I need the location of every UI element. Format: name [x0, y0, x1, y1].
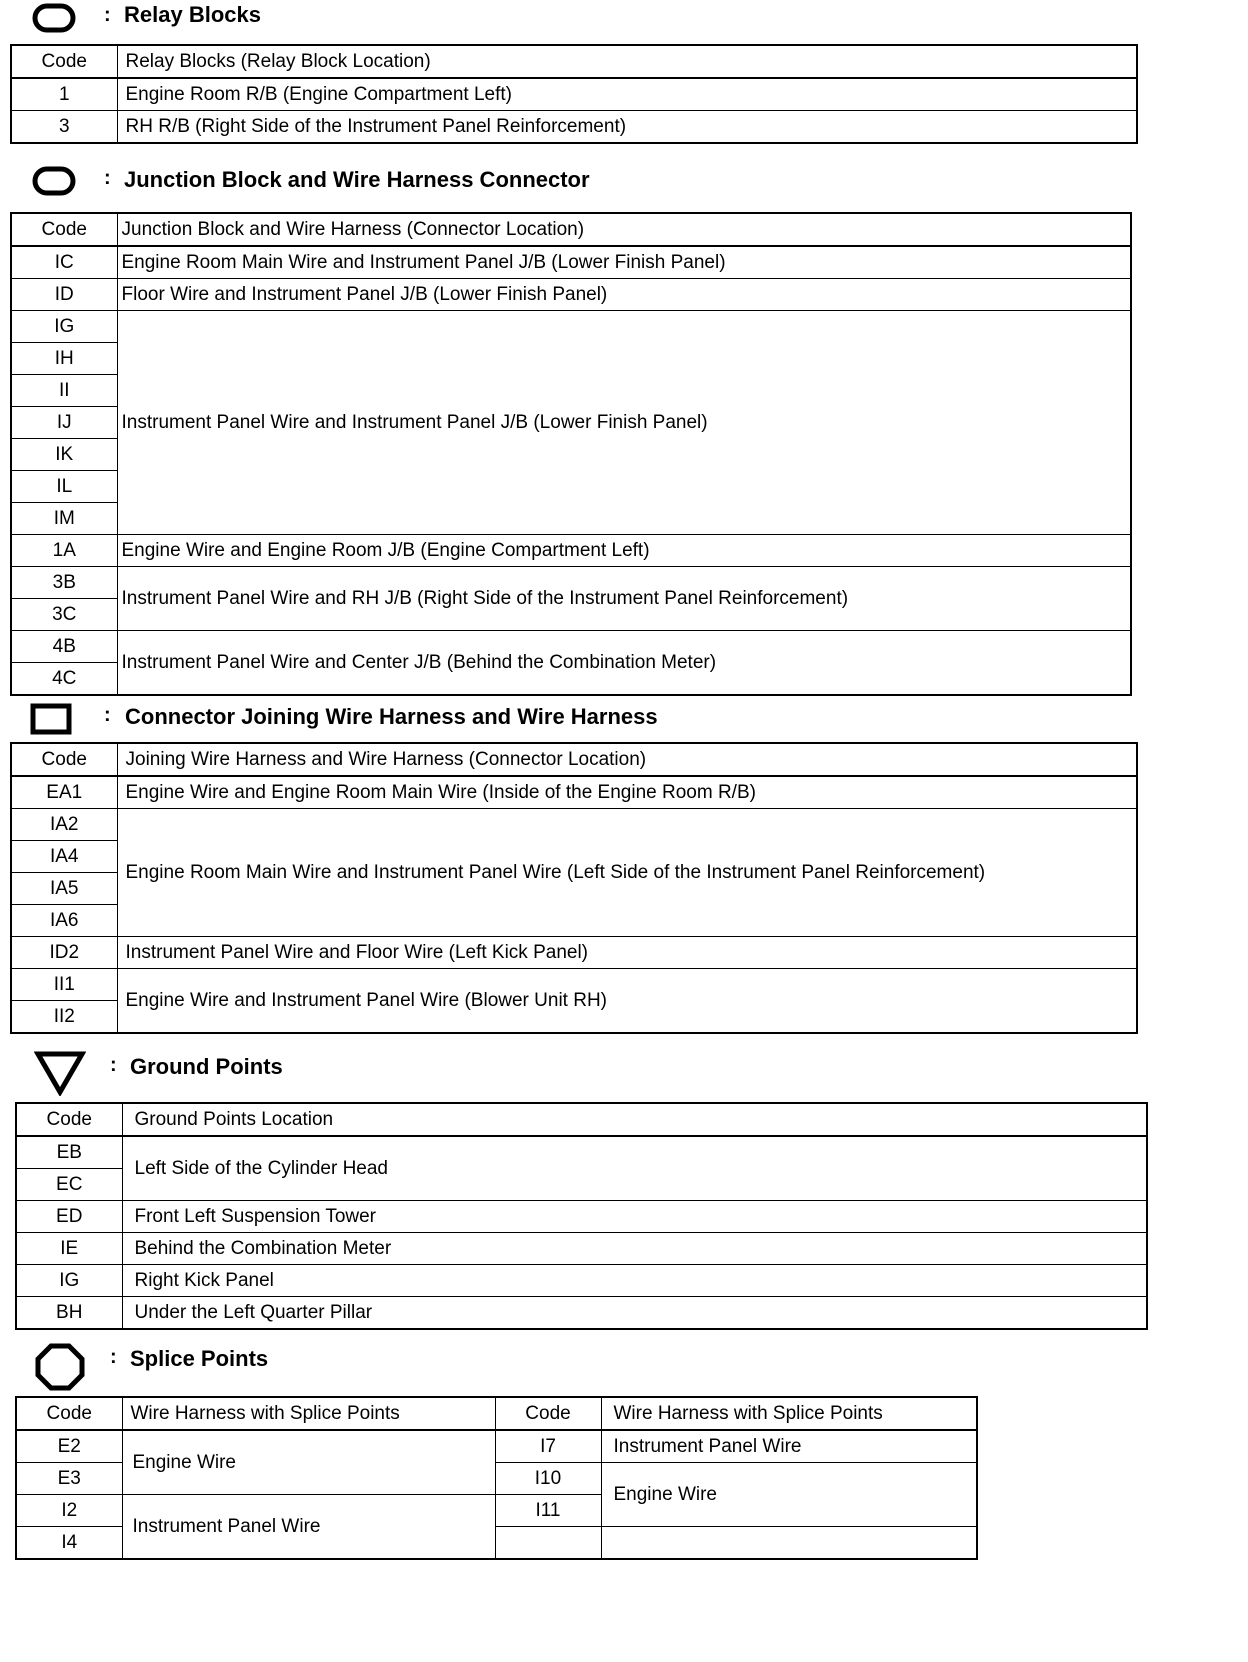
- table-row: [11, 809, 1137, 841]
- table-header-row: [11, 743, 1137, 776]
- location-header: Joining Wire Harness and Wire Harness (Connector Location): [117, 743, 1137, 776]
- code-cell: 4B: [11, 631, 117, 663]
- location-cell: Left Side of the Cylinder Head: [122, 1136, 1147, 1201]
- table-row: [11, 969, 1137, 1001]
- location-cell: Engine Room Main Wire and Instrument Panel Wire (Left Side of the Instrument Panel Reinforcement): [117, 809, 1137, 937]
- code-cell: I2: [16, 1495, 122, 1527]
- junction-block-symbol-icon: [32, 166, 76, 196]
- code-header: Code: [16, 1103, 122, 1136]
- code-cell: IE: [16, 1233, 122, 1265]
- joining-table: [10, 742, 1138, 1034]
- table-header-row: [16, 1103, 1147, 1136]
- junction-header: [0, 163, 900, 197]
- location-cell: RH R/B (Right Side of the Instrument Panel Reinforcement): [117, 111, 1137, 144]
- location-cell: Right Kick Panel: [122, 1265, 1147, 1297]
- table-row: [11, 567, 1131, 599]
- code-cell: ID2: [11, 937, 117, 969]
- location-cell: Engine Wire and Engine Room J/B (Engine Compartment Left): [117, 535, 1131, 567]
- code-header: Code: [495, 1397, 601, 1430]
- location-cell: Instrument Panel Wire and Floor Wire (Left Kick Panel): [117, 937, 1137, 969]
- junction-table: [10, 212, 1132, 696]
- location-cell: Under the Left Quarter Pillar: [122, 1297, 1147, 1330]
- code-cell: BH: [16, 1297, 122, 1330]
- location-cell: Instrument Panel Wire and Center J/B (Behind the Combination Meter): [117, 631, 1131, 696]
- table-row: [16, 1201, 1147, 1233]
- code-cell: I4: [16, 1527, 122, 1560]
- code-cell: 4C: [11, 663, 117, 696]
- code-cell: II2: [11, 1001, 117, 1034]
- harness-header: Wire Harness with Splice Points: [122, 1397, 495, 1430]
- splice-point-octagon-icon: [34, 1342, 86, 1392]
- code-cell: IJ: [11, 407, 117, 439]
- location-cell: Behind the Combination Meter: [122, 1233, 1147, 1265]
- location-cell: Instrument Panel Wire and RH J/B (Right Side of the Instrument Panel Reinforcement): [117, 567, 1131, 631]
- code-cell: EA1: [11, 776, 117, 809]
- location-cell: Front Left Suspension Tower: [122, 1201, 1147, 1233]
- code-cell: IA5: [11, 873, 117, 905]
- code-cell: IC: [11, 246, 117, 279]
- code-cell: ED: [16, 1201, 122, 1233]
- ground-table: [15, 1102, 1148, 1330]
- splice-table: [15, 1396, 978, 1560]
- code-cell: EC: [16, 1169, 122, 1201]
- relay-block-symbol-icon: [32, 3, 76, 33]
- ground-colon: :: [110, 1054, 117, 1076]
- splice-header: [0, 1340, 700, 1374]
- location-cell: Engine Wire and Instrument Panel Wire (Blower Unit RH): [117, 969, 1137, 1034]
- code-cell: 3B: [11, 567, 117, 599]
- code-cell: IA6: [11, 905, 117, 937]
- table-header-row: [11, 213, 1131, 246]
- code-cell: IG: [16, 1265, 122, 1297]
- code-cell: 3C: [11, 599, 117, 631]
- table-row: [11, 78, 1137, 111]
- code-cell: 1A: [11, 535, 117, 567]
- table-header-row: [11, 45, 1137, 78]
- table-row: [11, 279, 1131, 311]
- code-cell: I10: [495, 1463, 601, 1495]
- code-header: Code: [11, 743, 117, 776]
- code-cell: 1: [11, 78, 117, 111]
- relay-table: [10, 44, 1138, 144]
- code-cell: EB: [16, 1136, 122, 1169]
- code-cell: IM: [11, 503, 117, 535]
- code-cell: E3: [16, 1463, 122, 1495]
- code-cell: IL: [11, 471, 117, 503]
- table-row: [11, 111, 1137, 144]
- location-header: Junction Block and Wire Harness (Connector Location): [117, 213, 1131, 246]
- table-row: [16, 1265, 1147, 1297]
- table-row: [16, 1430, 977, 1463]
- code-header: Code: [16, 1397, 122, 1430]
- ground-title: Ground Points: [130, 1054, 283, 1079]
- harness-cell: Engine Wire: [601, 1463, 977, 1527]
- code-cell: IH: [11, 343, 117, 375]
- joining-header: [0, 700, 900, 734]
- code-cell: I7: [495, 1430, 601, 1463]
- table-row: [16, 1297, 1147, 1330]
- splice-colon: :: [110, 1346, 117, 1368]
- joining-title: Connector Joining Wire Harness and Wire Harness: [125, 704, 658, 729]
- code-cell: IA4: [11, 841, 117, 873]
- junction-colon: :: [104, 167, 111, 189]
- table-row: [11, 631, 1131, 663]
- code-cell: ID: [11, 279, 117, 311]
- splice-title: Splice Points: [130, 1346, 269, 1371]
- code-cell: IG: [11, 311, 117, 343]
- relay-header: [0, 0, 700, 34]
- harness-cell: Instrument Panel Wire: [601, 1430, 977, 1463]
- relay-title: Relay Blocks: [124, 2, 261, 27]
- table-row: [11, 776, 1137, 809]
- junction-title: Junction Block and Wire Harness Connector: [124, 167, 590, 192]
- location-cell: Engine Room Main Wire and Instrument Panel J/B (Lower Finish Panel): [117, 246, 1131, 279]
- code-cell: I11: [495, 1495, 601, 1527]
- table-row: [11, 311, 1131, 343]
- table-row: [11, 535, 1131, 567]
- location-cell: Floor Wire and Instrument Panel J/B (Lower Finish Panel): [117, 279, 1131, 311]
- location-cell: Engine Wire and Engine Room Main Wire (Inside of the Engine Room R/B): [117, 776, 1137, 809]
- code-cell: E2: [16, 1430, 122, 1463]
- location-cell: Engine Room R/B (Engine Compartment Left): [117, 78, 1137, 111]
- harness-cell: Engine Wire: [122, 1430, 495, 1495]
- code-header: Code: [11, 45, 117, 78]
- joining-connector-symbol-icon: [30, 703, 74, 735]
- harness-cell: Instrument Panel Wire: [122, 1495, 495, 1560]
- joining-colon: :: [104, 704, 111, 726]
- code-cell: II1: [11, 969, 117, 1001]
- code-cell: IA2: [11, 809, 117, 841]
- location-header: Ground Points Location: [122, 1103, 1147, 1136]
- table-row: [11, 246, 1131, 279]
- code-cell: IK: [11, 439, 117, 471]
- harness-cell-empty: [601, 1527, 977, 1560]
- table-row: [16, 1233, 1147, 1265]
- table-row: [11, 937, 1137, 969]
- code-cell-empty: [495, 1527, 601, 1560]
- location-header: Relay Blocks (Relay Block Location): [117, 45, 1137, 78]
- code-header: Code: [11, 213, 117, 246]
- ground-point-triangle-icon: [34, 1050, 86, 1096]
- code-cell: II: [11, 375, 117, 407]
- code-cell: 3: [11, 111, 117, 144]
- location-cell: Instrument Panel Wire and Instrument Panel J/B (Lower Finish Panel): [117, 311, 1131, 535]
- harness-header: Wire Harness with Splice Points: [601, 1397, 977, 1430]
- relay-colon: :: [104, 4, 111, 26]
- ground-header: [0, 1048, 700, 1082]
- table-row: [16, 1136, 1147, 1169]
- table-header-row: [16, 1397, 977, 1430]
